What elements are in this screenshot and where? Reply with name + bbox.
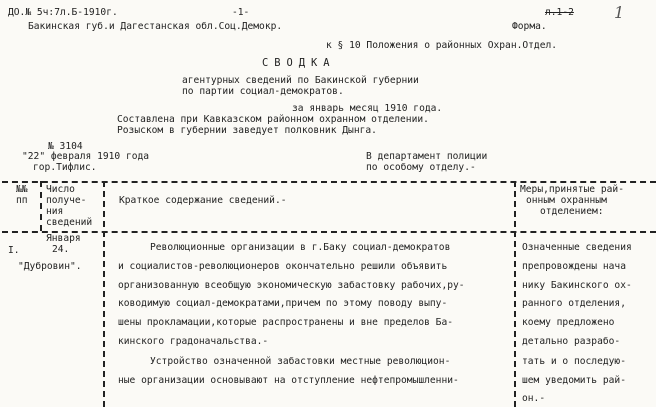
measures-line-8: шем уведомить рай- (522, 375, 626, 386)
col-header-measures-1: Меры,принятые рай- (520, 184, 624, 195)
handwritten-page-number: 1 (614, 3, 625, 22)
measures-line-4: ранного отделения, (522, 298, 626, 309)
column-divider-1 (40, 181, 42, 231)
row-number: I. (8, 245, 20, 256)
regulation-reference: к § 10 Положения о районных Охран.Отдел. (326, 40, 558, 51)
table-header-rule (2, 231, 656, 233)
measures-line-3: нику Бакинского ох- (522, 280, 632, 291)
col-header-date-1: Число (46, 184, 75, 195)
table-top-rule (2, 181, 656, 183)
document-number: № 3104 (48, 141, 83, 152)
row-day: 24. (52, 244, 70, 255)
addressee-line-2: по особому отделу.- (366, 162, 476, 173)
addressee-line-1: В департамент полиции (366, 151, 488, 162)
col-header-date-3: ния (46, 206, 64, 217)
summary-line-8: ные организации основывают на отступление нефтепромышленни- (118, 375, 459, 386)
row-month: Января (46, 233, 81, 244)
col-header-date-2: получе- (46, 195, 87, 206)
period-line: за январь месяц 1910 года. (292, 103, 443, 114)
sheet-number: л.1-2 (545, 7, 574, 18)
measures-line-5: коему предложено (522, 317, 615, 328)
title-line-1: агентурных сведений по Бакинской губернии (182, 75, 419, 86)
page-dash-number: -1- (232, 7, 250, 18)
measures-line-9: он.- (522, 393, 546, 404)
document-date: "22" февраля 1910 года (22, 151, 150, 162)
doc-reference: ДО.№ 5ч:7л.Б-1910г. (8, 7, 118, 18)
col-header-date-4: сведений (46, 217, 93, 228)
col-header-number-2: пп (16, 195, 28, 206)
compiled-line: Составлена при Кавказском районном охранном отделении. (117, 114, 429, 125)
measures-line-7: тать и о последую- (522, 356, 626, 367)
col-header-measures-2: онным охранным (526, 195, 607, 206)
governorate-line: Бакинская губ.и Дагестанская обл.Соц.Демокр. (28, 21, 283, 32)
measures-line-1: Означенные сведения (522, 242, 632, 253)
title-line-2: по партии социал-демократов. (182, 86, 344, 97)
column-divider-3 (514, 181, 516, 407)
row-agent-name: "Дубровин". (18, 261, 82, 272)
form-label: Форма. (512, 21, 547, 32)
measures-line-6: детально разрабо- (522, 336, 621, 347)
summary-line-4: ководимую социал-демократами,причем по этому поводу выпу- (118, 298, 448, 309)
measures-line-2: препровождены нача (522, 261, 626, 272)
summary-line-7: Устройство означенной забастовки местные революцион- (150, 356, 451, 367)
summary-line-1: Революционные организации в г.Баку социал-демократов (150, 242, 451, 253)
col-header-measures-3: отделением: (540, 206, 604, 217)
summary-line-2: и социалистов-революционеров окончательно решили объявить (118, 261, 448, 272)
search-head-line: Розыском в губернии заведует полковник Дынга. (117, 125, 377, 136)
summary-line-3: организованную всеобщую экономическую забастовку рабочих,ру- (118, 280, 465, 291)
col-header-number-1: №№ (16, 184, 28, 195)
document-title: СВОДКА (262, 57, 336, 69)
column-divider-2 (103, 181, 105, 407)
document-city: гор.Тифлис. (33, 162, 97, 173)
summary-line-5: шены прокламации,которые распространены и вне пределов Ба- (118, 317, 454, 328)
summary-line-6: кинского градоначальства.- (118, 336, 269, 347)
col-header-summary: Краткое содержание сведений.- (119, 195, 287, 206)
